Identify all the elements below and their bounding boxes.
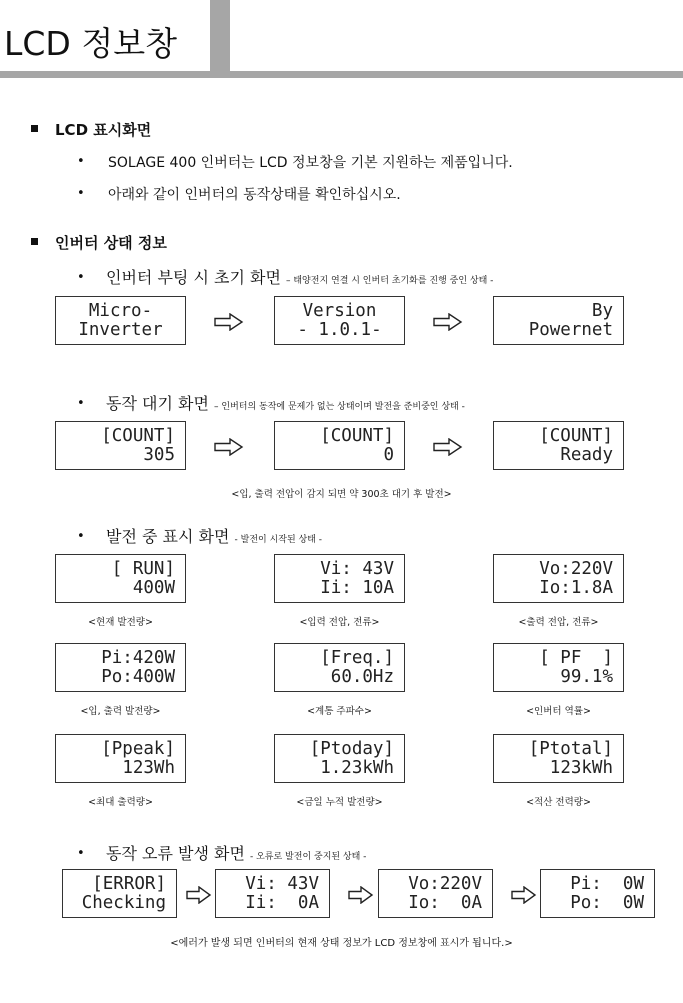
lcd-screen [55, 734, 186, 783]
lcd-line: Pi: 0W [570, 874, 644, 894]
lcd-line: [COUNT] [320, 426, 394, 446]
lcd-line: - 1.0.1- [297, 320, 382, 340]
lcd-line: [ PF ] [539, 648, 613, 668]
lcd-screen [493, 296, 624, 345]
lcd-line: Vi: 43V [245, 874, 319, 894]
lcd-line: [ERROR] [92, 874, 166, 894]
lcd-line: 0 [383, 445, 394, 465]
lcd-line: [ RUN] [111, 559, 175, 579]
lcd-line: 99.1% [560, 667, 613, 687]
header-bar-horizontal [0, 71, 683, 78]
lcd-screen [493, 643, 624, 692]
caption: <출력 전압, 전류> [518, 617, 599, 628]
bullet-dot-icon: • [77, 270, 85, 285]
subsection-heading-error [106, 841, 366, 864]
caption: <금일 누적 발전량> [296, 797, 383, 808]
lcd-screen [274, 421, 405, 470]
lcd-screen [274, 643, 405, 692]
lcd-screen [493, 734, 624, 783]
section-title-status: 인버터 상태 정보 [55, 234, 167, 252]
subsection-note: - 오류로 발전이 중지된 상태 - [250, 852, 367, 862]
section-bullet-icon [31, 238, 38, 245]
right-arrow-icon [214, 313, 244, 331]
lcd-screen [274, 734, 405, 783]
lcd-line: [COUNT] [539, 426, 613, 446]
caption: <최대 출력량> [88, 797, 153, 808]
lcd-line: Micro- [88, 301, 153, 321]
caption: <인버터 역률> [526, 706, 591, 717]
section-bullet-icon [31, 125, 38, 132]
caption: <에러가 발생 되면 인버터의 현재 상태 정보가 LCD 정보창에 표시가 됩니다.> [170, 938, 513, 949]
lcd-line: Ready [560, 445, 613, 465]
lcd-line: 123kWh [549, 758, 613, 778]
lcd-line: [COUNT] [101, 426, 175, 446]
lcd-line: 305 [143, 445, 175, 465]
header-bar-vertical [210, 0, 230, 78]
bullet-dot-icon: • [77, 154, 85, 169]
right-arrow-icon [214, 438, 244, 456]
bullet-dot-icon: • [77, 396, 85, 411]
lcd-screen [274, 296, 405, 345]
lcd-line: [Ppeak] [101, 739, 175, 759]
lcd-line: [Ptotal] [528, 739, 613, 759]
page-title: LCD 정보창 [4, 24, 177, 63]
right-arrow-icon [348, 886, 374, 904]
subsection-title: 동작 오류 발생 화면 [106, 844, 245, 863]
caption: <입력 전압, 전류> [299, 617, 380, 628]
lcd-line: [Ptoday] [309, 739, 394, 759]
bullet-dot-icon: • [77, 529, 85, 544]
lcd-line: 400W [132, 578, 175, 598]
lcd-line: By [591, 301, 613, 321]
section-title-lcd-display: LCD 표시화면 [55, 121, 152, 139]
subsection-title: 동작 대기 화면 [106, 394, 209, 413]
caption: <입, 출력 전압이 감지 되면 약 300초 대기 후 발전> [231, 489, 452, 500]
lcd-line: Checking [81, 893, 166, 913]
right-arrow-icon [511, 886, 537, 904]
lcd-line: Version [302, 301, 377, 321]
lcd-line: Ii: 10A [320, 578, 394, 598]
right-arrow-icon [433, 313, 463, 331]
lcd-line: 123Wh [122, 758, 175, 778]
lcd-screen [274, 554, 405, 603]
lcd-line: Po:400W [101, 667, 175, 687]
lcd-line: Io: 0A [408, 893, 482, 913]
lcd-line: [Freq.] [320, 648, 394, 668]
bullet-text: SOLAGE 400 인버터는 LCD 정보창을 기본 지원하는 제품입니다. [108, 155, 513, 171]
lcd-line: 1.23kWh [320, 758, 394, 778]
lcd-line: Io:1.8A [539, 578, 613, 598]
subsection-heading-standby [106, 391, 465, 414]
lcd-screen [55, 296, 186, 345]
lcd-screen [540, 869, 655, 918]
lcd-screen [62, 869, 177, 918]
lcd-screen [55, 643, 186, 692]
subsection-title: 발전 중 표시 화면 [106, 527, 230, 546]
lcd-screen [378, 869, 493, 918]
bullet-dot-icon: • [77, 846, 85, 861]
right-arrow-icon [186, 886, 212, 904]
subsection-note: – 인버터의 동작에 문제가 없는 상태이며 발전을 준비중인 상태 - [214, 402, 465, 412]
right-arrow-icon [433, 438, 463, 456]
lcd-screen [493, 421, 624, 470]
subsection-note: - 발전이 시작된 상태 - [234, 535, 323, 545]
lcd-line: Vo:220V [408, 874, 482, 894]
lcd-screen [215, 869, 330, 918]
lcd-screen [493, 554, 624, 603]
bullet-dot-icon: • [77, 186, 85, 201]
lcd-line: Vo:220V [539, 559, 613, 579]
lcd-line: Pi:420W [101, 648, 175, 668]
lcd-line: Inverter [78, 320, 163, 340]
lcd-line: Powernet [528, 320, 613, 340]
lcd-line: Po: 0W [570, 893, 644, 913]
caption: <입, 출력 발전량> [80, 706, 161, 717]
lcd-line: Vi: 43V [320, 559, 394, 579]
subsection-heading-boot [106, 265, 493, 288]
caption: <적산 전력량> [526, 797, 591, 808]
lcd-line: Ii: 0A [245, 893, 319, 913]
subsection-note: – 태양전지 연결 시 인버터 초기화를 진행 중인 상태 - [286, 276, 494, 286]
bullet-text: 아래와 같이 인버터의 동작상태를 확인하십시오. [108, 187, 401, 203]
lcd-screen [55, 421, 186, 470]
subsection-heading-generating [106, 524, 322, 547]
caption: <계통 주파수> [307, 706, 372, 717]
subsection-title: 인버터 부팅 시 초기 화면 [106, 268, 281, 287]
caption: <현재 발전량> [88, 617, 153, 628]
lcd-screen [55, 554, 186, 603]
lcd-line: 60.0Hz [330, 667, 394, 687]
